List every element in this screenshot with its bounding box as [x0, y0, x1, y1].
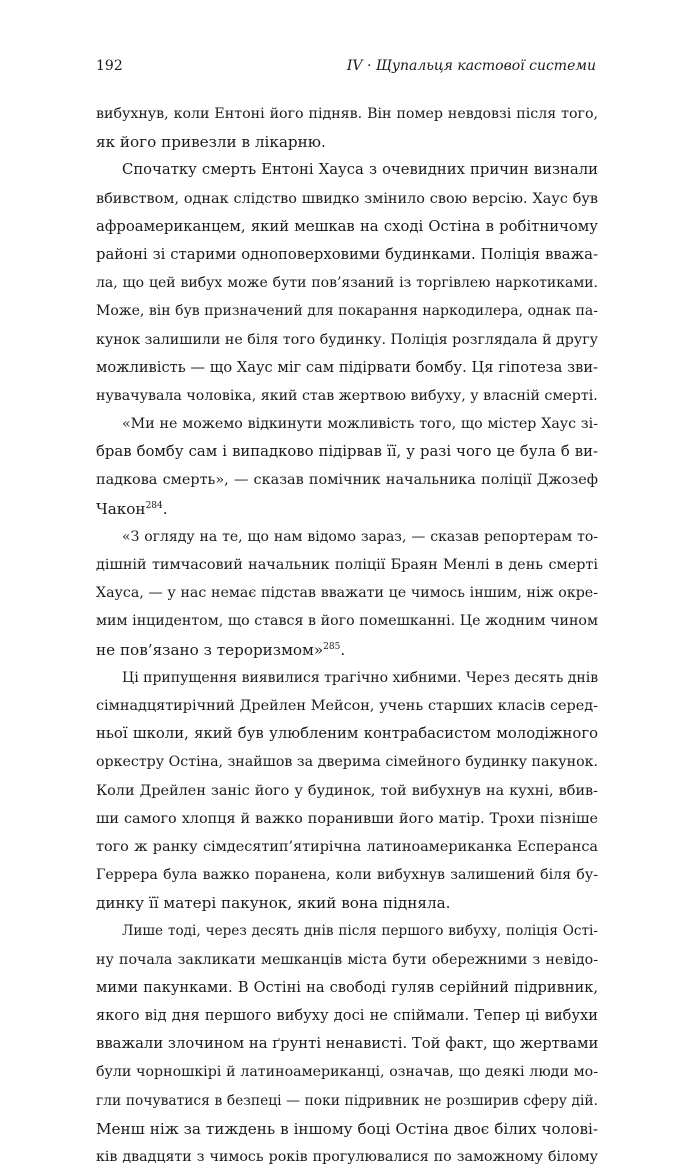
line-text: Геррера була важко поранена, коли вибухнув залишений біля бу- — [96, 867, 598, 884]
line-punctuation: . — [340, 640, 346, 659]
line-text: Коли Дрейлен заніс його у будинок, той вибухнув на кухні, вбив- — [96, 782, 598, 799]
line-text: ла, що цей вибух може бути пов’язаний із торгівлею наркотиками. — [96, 275, 598, 292]
line-text: брав бомбу сам і випадково підірвав її, у разі чого це була б ви- — [96, 443, 598, 461]
text-line — [96, 354, 598, 382]
text-line — [96, 297, 598, 325]
text-line — [96, 833, 598, 861]
text-line — [96, 438, 598, 466]
line-text: якого від дня першого вибуху досі не спіймали. Тепер ці вибухи — [96, 1007, 598, 1024]
text-line — [96, 100, 598, 128]
line-text: оркестру Остіна, знайшов за дверима сімейного будинку пакунок. — [96, 754, 598, 771]
line-text: Менш ніж за тиждень в іншому боці Остіна двоє білих чолові- — [96, 1119, 598, 1138]
line-text: дішній тимчасовий начальник поліції Браян Менлі в день смерті — [96, 557, 598, 573]
text-line — [96, 1115, 598, 1143]
text-line — [96, 917, 598, 945]
text-line — [96, 946, 598, 974]
body-text — [96, 100, 598, 1171]
text-line — [96, 889, 598, 917]
line-text: як його привезли в лікарню. — [96, 133, 326, 152]
chapter-title: IV · Щупальця кастової системи — [346, 58, 596, 74]
text-line — [96, 974, 598, 1002]
line-text: нувачувала чоловіка, який став жертвою вибуху, у власній смерті. — [96, 387, 598, 404]
text-line — [96, 805, 598, 833]
text-line — [96, 128, 598, 156]
text-line — [96, 241, 598, 269]
text-line — [96, 777, 598, 805]
text-line — [96, 523, 598, 551]
text-line — [96, 551, 598, 579]
text-line — [96, 607, 598, 635]
line-text: мим інцидентом, що стався в його помешканні. Це жодним чином — [96, 613, 598, 630]
line-text: кунок залишили не біля того будинку. Поліція розглядала й другу — [96, 331, 598, 348]
text-line — [96, 1030, 598, 1058]
line-text: Може, він був призначений для покарання наркодилера, однак па- — [96, 303, 598, 320]
text-line — [96, 636, 598, 664]
line-text: Чакон — [96, 499, 146, 518]
page-number: 192 — [96, 58, 123, 74]
line-text: ши самого хлопця й важко поранивши його матір. Трохи пізніше — [96, 810, 598, 827]
line-text: гли почуватися в безпеці — поки підривник не розширив сферу дій. — [96, 1092, 598, 1109]
line-text: були чорношкірі й латиноамериканці, означав, що деякі люди мо- — [96, 1064, 598, 1081]
text-line — [96, 1002, 598, 1030]
text-line — [96, 185, 598, 213]
line-text: мими пакунками. В Остіні на свободі гуляв серійний підривник, — [96, 978, 598, 996]
line-text: Лише тоді, через десять днів після першого вибуху, поліція Ості- — [122, 923, 598, 940]
line-text: можливість — що Хаус міг сам підірвати бомбу. Ця гіпотеза зви- — [96, 358, 598, 376]
line-text: ньої школи, який був улюбленим контрабасистом молодіжного — [96, 725, 598, 743]
text-line — [96, 1058, 598, 1086]
text-line — [96, 692, 598, 720]
line-text: «З огляду на те, що нам відомо зараз, — сказав репортерам то- — [122, 528, 598, 545]
text-line — [96, 748, 598, 776]
text-line — [96, 326, 598, 354]
line-text: ків двадцяти з чимось років прогулювалися по заможному білому — [96, 1148, 598, 1165]
line-text: ну почала закликати мешканців міста бути обережними з невідо- — [96, 951, 598, 968]
line-text: районі зі старими одноповерховими будинками. Поліція вважа- — [96, 245, 598, 263]
text-line — [96, 466, 598, 494]
line-text: афроамериканцем, який мешкав на сході Остіна в робітничому — [96, 217, 598, 235]
line-text: «Ми не можемо відкинути можливість того, що містер Хаус зі- — [122, 416, 598, 433]
running-head — [96, 58, 596, 78]
line-text: того ж ранку сімдесятип’ятирічна латиноамериканка Есперанса — [96, 838, 598, 855]
line-text: вважали злочином на ґрунті ненависті. Той факт, що жертвами — [96, 1035, 599, 1053]
line-text: вибухнув, коли Ентоні його підняв. Він помер невдовзі після того, — [96, 106, 598, 122]
footnote-marker: 285 — [323, 641, 341, 652]
footnote-marker: 284 — [145, 500, 163, 511]
text-line — [96, 1143, 598, 1171]
text-line — [96, 579, 598, 607]
line-text: вбивством, однак слідство швидко змінило свою версію. Хаус був — [96, 190, 598, 207]
text-line — [96, 410, 598, 438]
line-text: Хауса, — у нас немає підстав вважати це чимось іншим, ніж окре- — [96, 585, 598, 602]
text-line — [96, 664, 598, 692]
text-line — [96, 269, 598, 297]
text-line — [96, 156, 598, 184]
text-line — [96, 1087, 598, 1115]
line-text: сімнадцятирічний Дрейлен Мейсон, учень старших класів серед- — [96, 697, 598, 714]
text-line — [96, 861, 598, 889]
line-text: падкова смерть», — сказав помічник начальника поліції Джозеф — [96, 472, 598, 489]
line-text: динку її матері пакунок, який вона підняла. — [96, 894, 451, 913]
line-text: не пов’язано з тероризмом» — [96, 640, 324, 659]
text-line — [96, 720, 598, 748]
text-line — [96, 213, 598, 241]
text-line — [96, 382, 598, 410]
line-text: Спочатку смерть Ентоні Хауса з очевидних причин визнали — [122, 161, 598, 179]
line-text: Ці припущення виявилися трагічно хибними. Через десять днів — [122, 669, 599, 686]
line-punctuation: . — [162, 499, 168, 518]
text-line — [96, 495, 598, 523]
